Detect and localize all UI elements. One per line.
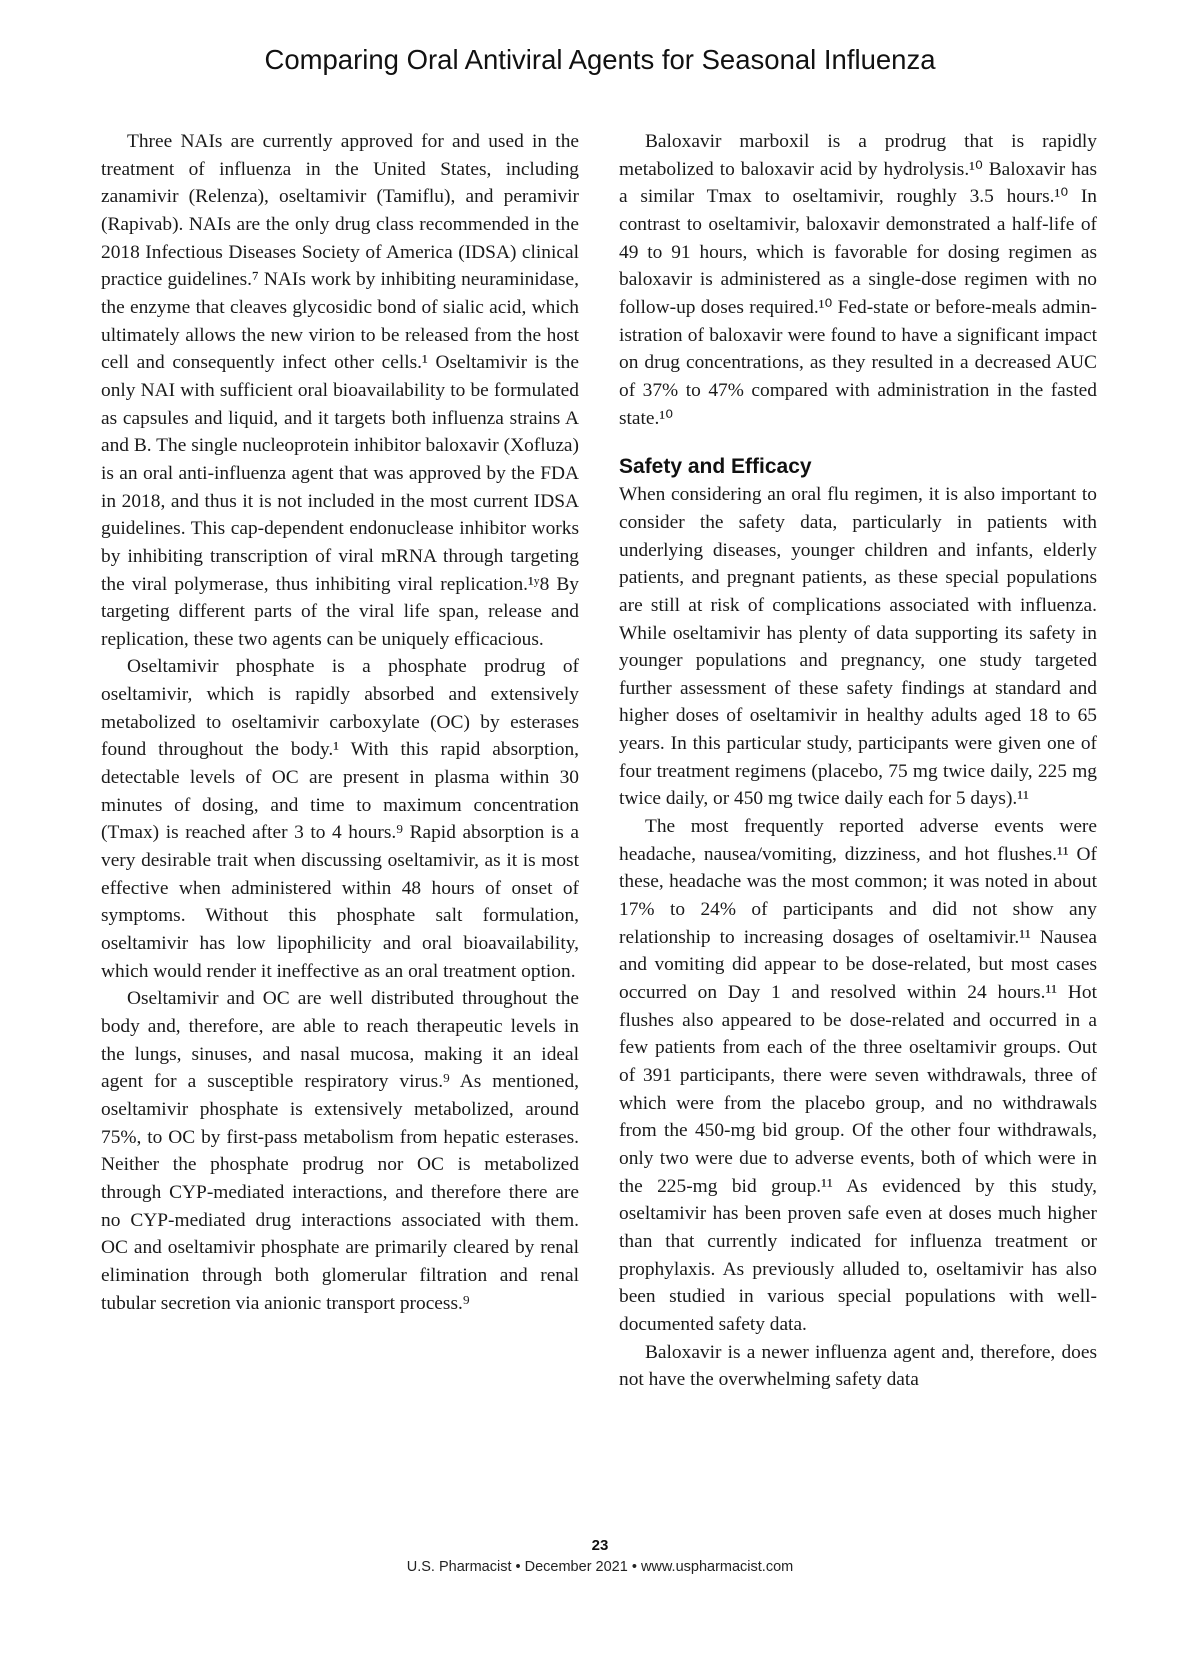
body-paragraph: Three NAIs are currently approved for and used in the treatment of influenza in the United States, including zanamivir (Relenza), oseltamivir (Tamiflu), and peramivir (Rapivab). NAIs are the only drug class recommended in the 2018 Infectious Diseases Society of America (IDSA) clinical practice guidelines.⁷ NAIs work by inhibiting neuraminidase, the enzyme that cleaves glycosidic bond of sialic acid, which ultimately allows the new virion to be released from the host cell and consequently infect other cells.¹ Oseltamivir is the only NAI with sufficient oral bioavailability to be formulated as capsules and liquid, and it targets both influenza strains A and B. The single nucleoprotein inhibitor baloxavir (Xofluza) is an oral anti-influenza agent that was approved by the FDA in 2018, and thus it is not included in the most current IDSA guidelines. This cap-dependent endonuclease inhibitor works by inhibiting transcription of viral mRNA through targeting the viral polymerase, thus inhibiting viral replication.¹ʸ8 By targeting different parts of the viral life span, release and replication, these two agents can be uniquely efficacious. [101, 131, 579, 650]
body-paragraph: Baloxavir marboxil is a prodrug that is rapidly metabolized to baloxavir acid by hydrolysis.¹⁰ Baloxavir has a similar Tmax to oseltamivir, roughly 3.5 hours.¹⁰ In contrast to oseltamivir, baloxavir demonstrated a half-life of 49 to 91 hours, which is favorable for dosing regimen as baloxavir is administered as a single-dose regimen with no follow-up doses required.¹⁰ Fed-state or before-meals administration of baloxavir were found to have a significant impact on drug concentrations, as they resulted in a decreased AUC of 37% to 47% compared with administration in the fasted state.¹⁰ [619, 131, 1097, 429]
left-column [101, 128, 579, 1317]
publication-footer: U.S. Pharmacist • December 2021 • www.uspharmacist.com [406, 1559, 794, 1575]
body-paragraph: When considering an oral flu regimen, it is also important to consider the safety data, particularly in patients with underlying diseases, younger children and infants, elderly patients, and pregnant patients, as these special populations are still at risk of complications associated with influenza. While oseltamivir has plenty of data supporting its safety in younger populations and pregnancy, one study targeted further assessment of these safety findings at standard and higher doses of oseltamivir in healthy adults aged 18 to 65 years. In this particular study, participants were given one of four treatment regimens (placebo, 75 mg twice daily, 225 mg twice daily, or 450 mg twice daily each for 5 days).¹¹ [619, 484, 1097, 810]
right-column [619, 128, 1097, 1394]
body-paragraph: Oseltamivir and OC are well distributed throughout the body and, therefore, are able to reach therapeutic levels in the lungs, sinuses, and nasal mucosa, making it an ideal agent for a susceptible respiratory virus.⁹ As mentioned, oseltamivir phosphate is extensively metabolized, around 75%, to OC by first-pass metabolism from hepatic esterases. Neither the phosphate prodrug nor OC is metabolized through CYP-mediated interactions, and therefore there are no CYP-mediated drug interactions associated with them. OC and oseltamivir phosphate are primarily cleared by renal elimination through both glomerular filtration and renal tubular secretion via anionic transport process.⁹ [101, 988, 579, 1314]
section-heading: Safety and Efficacy [619, 455, 812, 479]
body-paragraph: Oseltamivir phosphate is a phosphate prodrug of oseltamivir, which is rapidly absorbed and extensively metabolized to oseltamivir carboxylate (OC) by esterases found throughout the body.¹ With this rapid absorption, detectable levels of OC are present in plasma within 30 minutes of dosing, and time to maximum concentration (Tmax) is reached after 3 to 4 hours.⁹ Rapid absorption is a very desirable trait when discussing oseltamivir, as it is most effective when administered within 48 hours of onset of symptoms. Without this phosphate salt formulation, oseltamivir has low lipophilicity and oral bioavailability, which would render it ineffective as an oral treatment option. [101, 656, 579, 982]
body-paragraph: The most frequently reported adverse events were headache, nausea/vomiting, dizziness, and hot flushes.¹¹ Of these, headache was the most common; it was noted in about 17% to 24% of participants and did not show any relationship to increasing dosages of oseltamivir.¹¹ Nausea and vomiting did appear to be dose-related, but most cases occurred on Day 1 and resolved within 24 hours.¹¹ Hot flushes also appeared to be dose-related and occurred in a few patients from each of the three oseltamivir groups. Out of 391 participants, there were seven withdrawals, three of which were from the placebo group, and no withdrawals from the 450-mg bid group. Of the other four withdrawals, only two were due to adverse events, both of which were in the 225-mg bid group.¹¹ As evidenced by this study, oseltamivir has been proven safe even at doses much higher than that currently indicated for influenza treatment or prophylaxis. As previously alluded to, oseltamivir has also been studied in various special populations with well-documented safety data. [619, 816, 1097, 1335]
body-paragraph: Baloxavir is a newer influenza agent and, therefore, does not have the overwhelming safety data [619, 1341, 1097, 1391]
running-title: Comparing Oral Antiviral Agents for Seasonal Influenza [264, 44, 936, 75]
page-number: 23 [591, 1537, 609, 1554]
